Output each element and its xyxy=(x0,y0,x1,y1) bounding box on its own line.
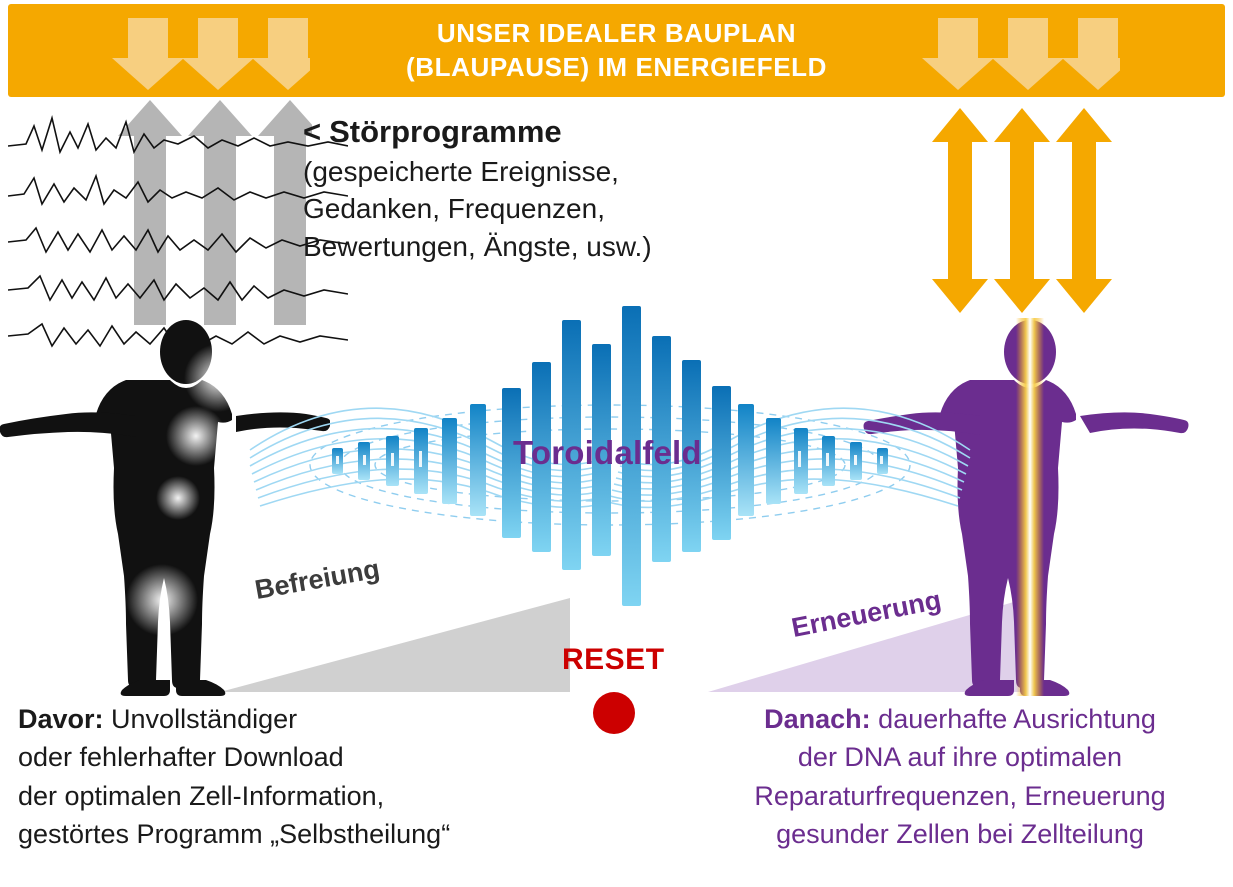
double-arrow-icon-group xyxy=(930,108,1120,313)
disturbance-heading xyxy=(303,116,733,149)
after-caption xyxy=(700,700,1220,853)
after-line-1 xyxy=(700,700,1220,738)
disturbance-heading-text: Störprogramme xyxy=(329,114,562,149)
circle-icon-reset xyxy=(593,692,635,734)
disturbance-text-block xyxy=(303,116,733,266)
before-text-1: Unvollständiger xyxy=(111,704,298,734)
toroidalfeld-label: Toroidalfeld xyxy=(513,434,702,471)
after-line-2: der DNA auf ihre optimalen xyxy=(797,742,1123,773)
after-line-3: Reparaturfrequenzen, Erneuerung xyxy=(754,780,1166,811)
before-line-4: gestörtes Programm „Selbstheilung“ xyxy=(18,818,451,849)
erneuerung-label: Erneuerung xyxy=(789,584,944,644)
down-arrow-icon-left-group xyxy=(110,18,310,90)
disturbance-detail-line-1: (gespeicherte Ereignisse, xyxy=(303,155,619,187)
disturbance-detail xyxy=(303,153,733,266)
after-text-1: dauerhafte Ausrichtung xyxy=(878,704,1156,734)
disturbance-detail-line-2: Gedanken, Frequenzen, xyxy=(303,193,605,225)
after-label: Danach: xyxy=(764,704,871,734)
disturbance-detail-line-3: Bewertungen, Ängste, usw.) xyxy=(303,231,652,263)
after-line-4: gesunder Zellen bei Zellteilung xyxy=(776,818,1144,849)
before-line-3: der optimalen Zell-Information, xyxy=(18,780,385,811)
down-arrow-icon-right-group xyxy=(920,18,1120,90)
before-line-1 xyxy=(18,700,578,738)
before-caption xyxy=(18,700,578,853)
header-line-2: (BLAUPAUSE) IM ENERGIEFELD xyxy=(405,51,827,82)
befreiung-label: Befreiung xyxy=(252,553,382,606)
before-line-2: oder fehlerhafter Download xyxy=(18,742,344,773)
header-line-1: UNSER IDEALER BAUPLAN xyxy=(436,18,797,49)
less-than-marker-icon: < xyxy=(303,114,322,149)
before-label: Davor: xyxy=(18,704,104,734)
reset-label: RESET xyxy=(562,643,665,676)
